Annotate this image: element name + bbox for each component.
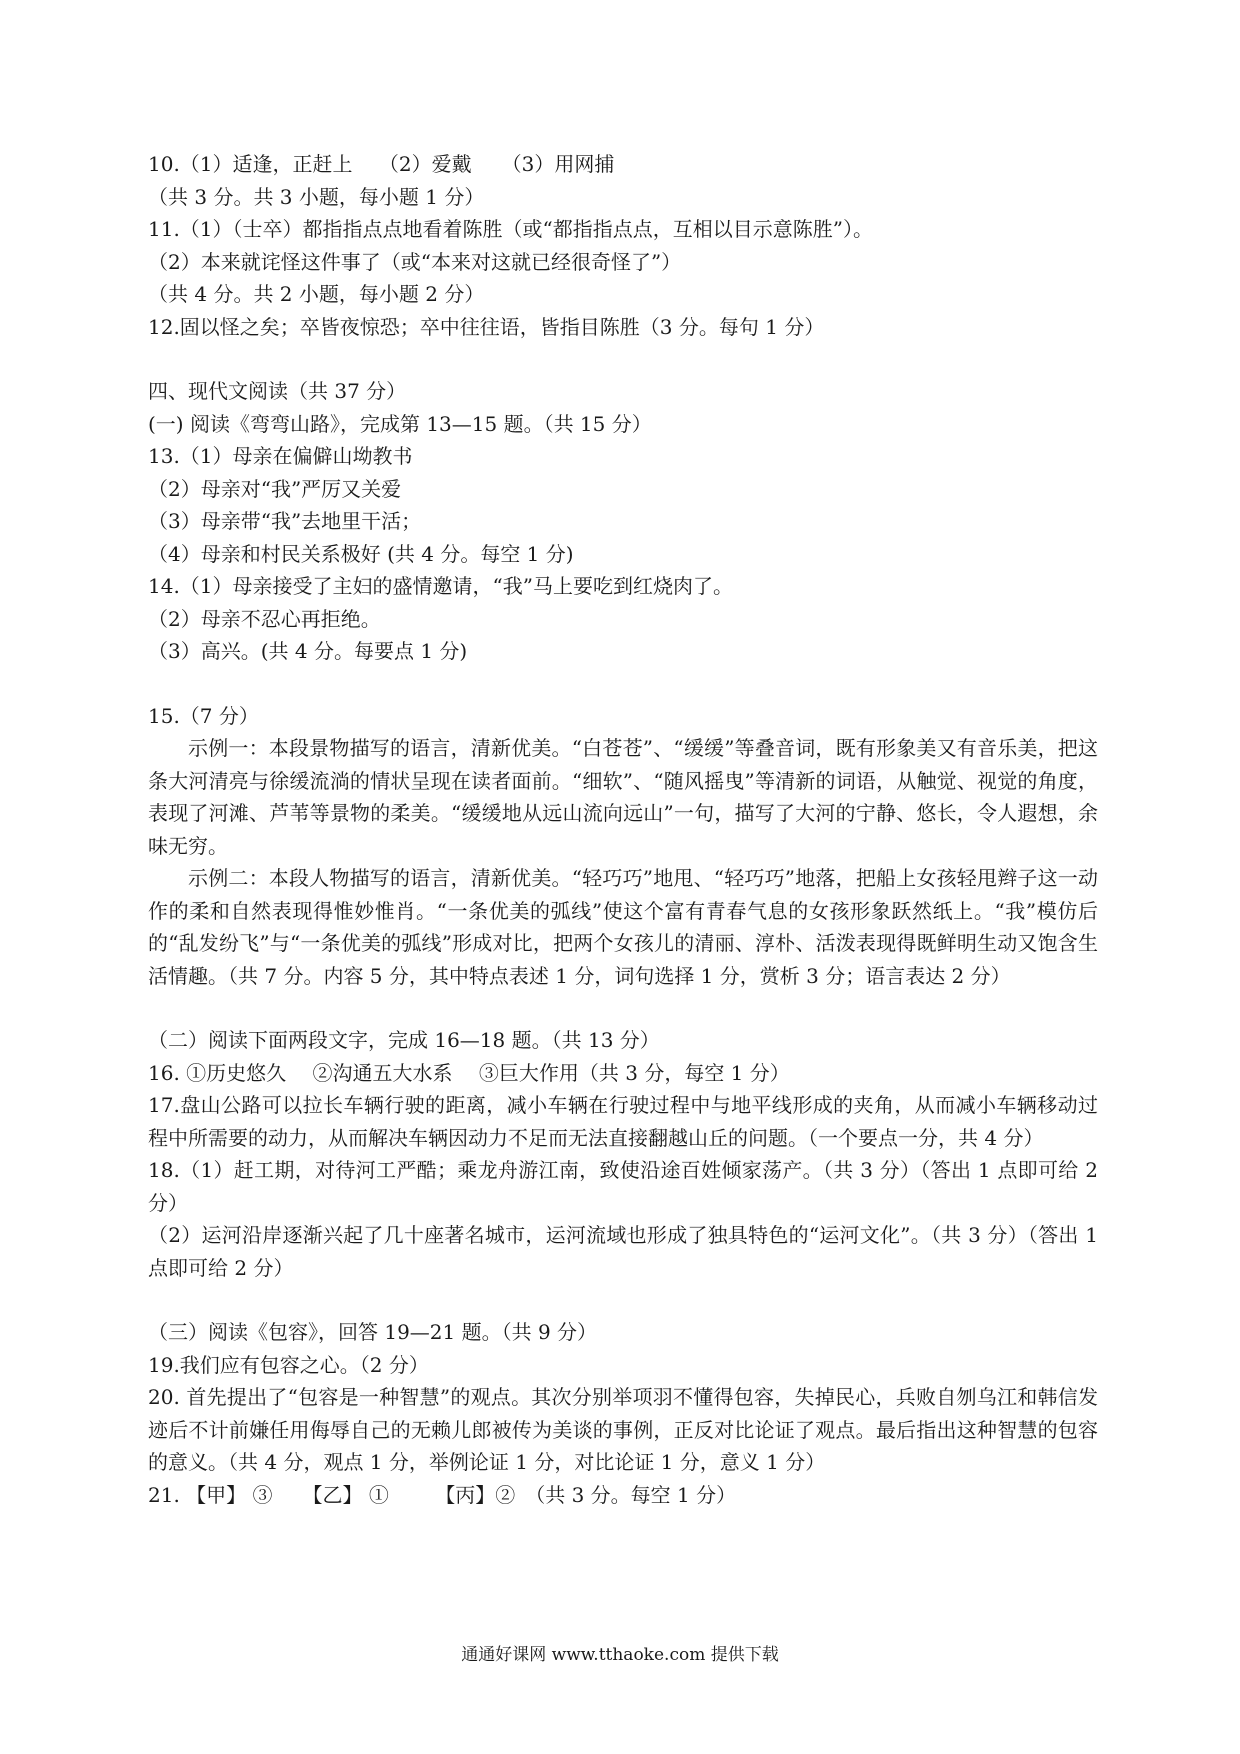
answer-q18-part2: （2）运河沿岸逐渐兴起了几十座著名城市，运河流域也形成了独具特色的“运河文化”。（共 3 分）（答出 1 点即可给 2 分） [148, 1223, 1098, 1280]
answer-q13-part4: （4）母亲和村民关系极好 (共 4 分。每空 1 分) [148, 541, 574, 566]
answer-q20: 20. 首先提出了“包容是一种智慧”的观点。其次分别举项羽不懂得包容，失掉民心，兵败自刎乌江和韩信发迹后不计前嫌任用侮辱自己的无赖儿郎被传为美谈的事例，正反对比论证了观点。最后指出这种智慧的包容的意义。（共 4 分，观点 1 分，举例论证 1 分，对比论证 1 分，意义 1 分） [148, 1385, 1098, 1474]
answer-q21: 21. 【甲】 ③ 【乙】 ① 【丙】② （共 3 分。每空 1 分） [148, 1482, 737, 1507]
answer-q13-part1: 13.（1）母亲在偏僻山坳教书 [148, 444, 413, 468]
section-heading-modern-reading: 四、现代文阅读（共 37 分） [148, 379, 407, 403]
answer-q19: 19.我们应有包容之心。（2 分） [148, 1352, 429, 1377]
answer-q13-part3: （3）母亲带“我”去地里干活； [148, 509, 422, 533]
page-footer: 通通好课网 www.tthaoke.com 提供下载 [461, 1645, 779, 1665]
section-gap [148, 343, 1098, 375]
answer-q17: 17.盘山公路可以拉长车辆行驶的距离，减小车辆在行驶过程中与地平线形成的夹角，从而减小车辆移动过程中所需要的动力，从而解决车辆因动力不足而无法直接翻越山丘的问题。（一个要点一分，共 4 分） [148, 1093, 1098, 1150]
answer-q15-example1: 示例一：本段景物描写的语言，清新优美。“白苍苍”、“缓缓”等叠音词，既有形象美又有音乐美，把这条大河清亮与徐缓流淌的情状呈现在读者面前。“细软”、“随风摇曳”等清新的词语，从触觉、视觉的角度，表现了河滩、芦苇等景物的柔美。“缓缓地从远山流向远山”一句，描写了大河的宁静、悠长，令人遐想，余味无穷。 [148, 736, 1098, 858]
answer-q14-part1: 14.（1）母亲接受了主妇的盛情邀请，“我”马上要吃到红烧肉了。 [148, 574, 733, 598]
part2-heading: （二）阅读下面两段文字，完成 16—18 题。（共 13 分） [148, 1028, 660, 1052]
part3-heading: （三）阅读《包容》，回答 19—21 题。（共 9 分） [148, 1320, 598, 1344]
answer-q16: 16. ①历史悠久 ②沟通五大水系 ③巨大作用（共 3 分，每空 1 分） [148, 1060, 790, 1085]
answer-q15-heading: 15.（7 分） [148, 703, 259, 728]
answer-q11-part1: 11.（1）（士卒）都指指点点地看着陈胜（或“都指指点点，互相以目示意陈胜”）。 [148, 217, 873, 241]
answer-q10-score: （共 3 分。共 3 小题，每小题 1 分） [148, 184, 485, 209]
answer-q11-score: （共 4 分。共 2 小题，每小题 2 分） [148, 282, 485, 306]
section-gap [148, 992, 1098, 1024]
answer-key-page [148, 148, 1098, 1511]
answer-q13-part2: （2）母亲对“我”严厉又关爱 [148, 476, 402, 501]
part1-heading: (一) 阅读《弯弯山路》，完成第 13—15 题。（共 15 分） [148, 411, 652, 436]
answer-q14-part2: （2）母亲不忍心再拒绝。 [148, 606, 381, 631]
answer-q15-example2: 示例二：本段人物描写的语言，清新优美。“轻巧巧”地甩、“轻巧巧”地落，把船上女孩轻甩辫子这一动作的柔和自然表现得惟妙惟肖。“一条优美的弧线”使这个富有青春气息的女孩形象跃然纸上。“我”模仿后的“乱发纷飞”与“一条优美的弧线”形成对比，把两个女孩儿的清丽、淳朴、活泼表现得既鲜明生动又饱含生活情趣。（共 7 分。内容 5 分，其中特点表述 1 分，词句选择 1 分，赏析 3 分；语言表达 2 分） [148, 866, 1098, 988]
answer-q10: 10.（1）适逢，正赶上 （2）爱戴 （3）用网捕 [148, 152, 615, 176]
answer-q11-part2: （2）本来就诧怪这件事了（或“本来对这就已经很奇怪了”） [148, 249, 682, 274]
answer-q12: 12.固以怪之矣；卒皆夜惊恐；卒中往往语，皆指目陈胜（3 分。每句 1 分） [148, 314, 825, 339]
section-gap [148, 668, 1098, 700]
section-gap [148, 1284, 1098, 1316]
answer-q18-part1: 18.（1）赶工期，对待河工严酷；乘龙舟游江南，致使沿途百姓倾家荡产。（共 3 分）（答出 1 点即可给 2 分） [148, 1158, 1098, 1215]
answer-q14-part3: （3）高兴。(共 4 分。每要点 1 分) [148, 639, 468, 663]
